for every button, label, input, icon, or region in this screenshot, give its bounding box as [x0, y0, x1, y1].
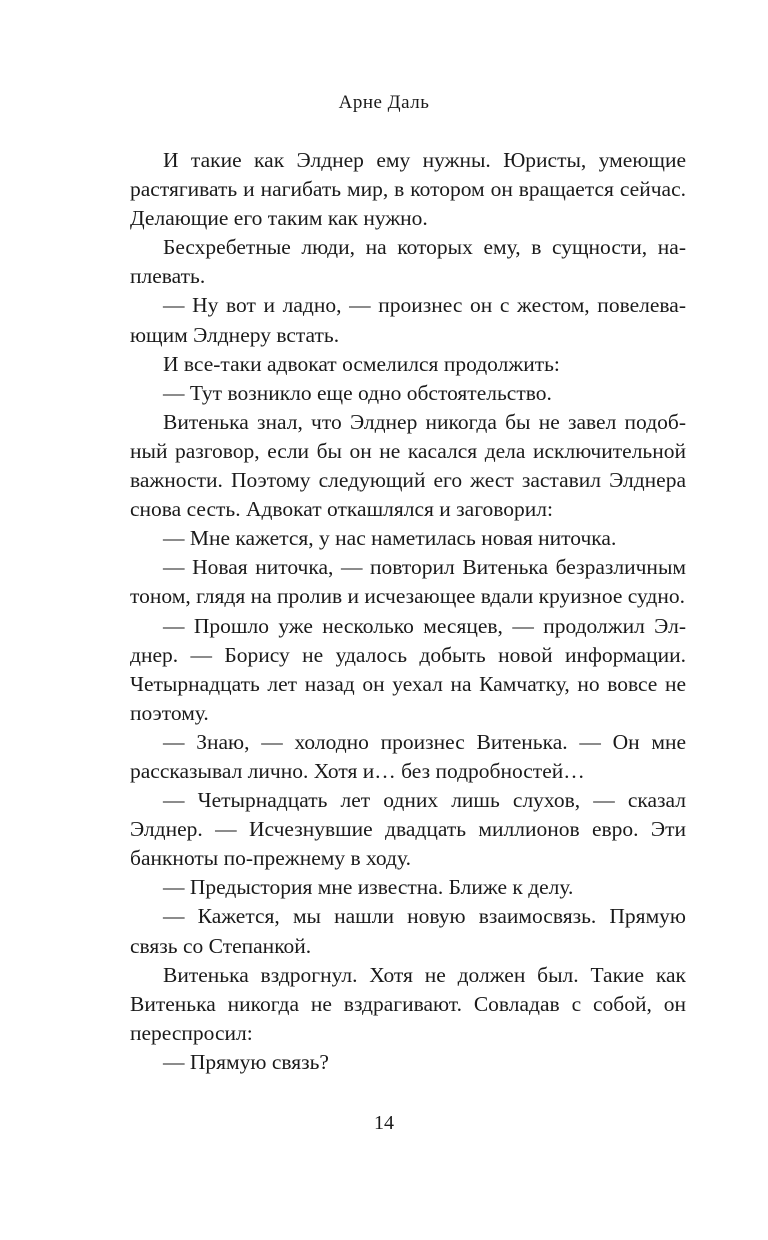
paragraph: — Предыстория мне известна. Ближе к делу.: [163, 875, 574, 900]
paragraph: — Знаю, — холодно произнес Витенька. — Он мне рассказывал лично. Хотя и… без подробностей…: [130, 729, 686, 783]
paragraph: Витенька вздрогнул. Хотя не должен был. Такие как Витенька никогда не вздрагивают. Совладав с собой, он переспросил:: [130, 962, 686, 1045]
paragraph: Витенька знал, что Элднер никогда бы не завел подобный разговор, если бы он не касался дела исключительной важности. Поэтому следующий его жест заставил Элднера снова сесть. Адвокат откашлялся и заговорил:: [130, 409, 686, 522]
paragraph: — Прошло уже несколько месяцев, — продолжил Элднер. — Борису не удалось добыть новой информации. Четырнадцать лет назад он уехал на Камчатку, но вовсе не поэтому.: [130, 613, 686, 725]
page-number: 14: [374, 1112, 394, 1134]
paragraph: — Четырнадцать лет одних лишь слухов, — сказал Элднер. — Исчезнувшие двадцать миллионов евро. Эти банкноты по-прежнему в ходу.: [130, 788, 686, 871]
running-header-author: Арне Даль: [338, 92, 430, 113]
paragraph: И все-таки адвокат осмелился продолжить:: [163, 351, 560, 376]
paragraph: Бесхребетные люди, на которых ему, в сущности, наплевать.: [130, 235, 686, 289]
paragraph: И такие как Элднер ему нужны. Юристы, умеющие растягивать и нагибать мир, в котором он вращается сейчас. Делающие его таким как нужно.: [130, 148, 686, 231]
paragraph: — Прямую связь?: [163, 1049, 329, 1074]
paragraph: — Кажется, мы нашли новую взаимосвязь. Прямую связь со Степанкой.: [130, 904, 686, 958]
paragraph: — Ну вот и ладно, — произнес он с жестом, повелевающим Элднеру встать.: [130, 293, 686, 347]
paragraph: — Новая ниточка, — повторил Витенька безразличным тоном, глядя на пролив и исчезающее вдали круизное судно.: [130, 555, 686, 609]
paragraph: — Мне кажется, у нас наметилась новая ниточка.: [163, 526, 617, 551]
paragraph: — Тут возникло еще одно обстоятельство.: [163, 380, 552, 405]
body-text: [130, 146, 686, 1077]
